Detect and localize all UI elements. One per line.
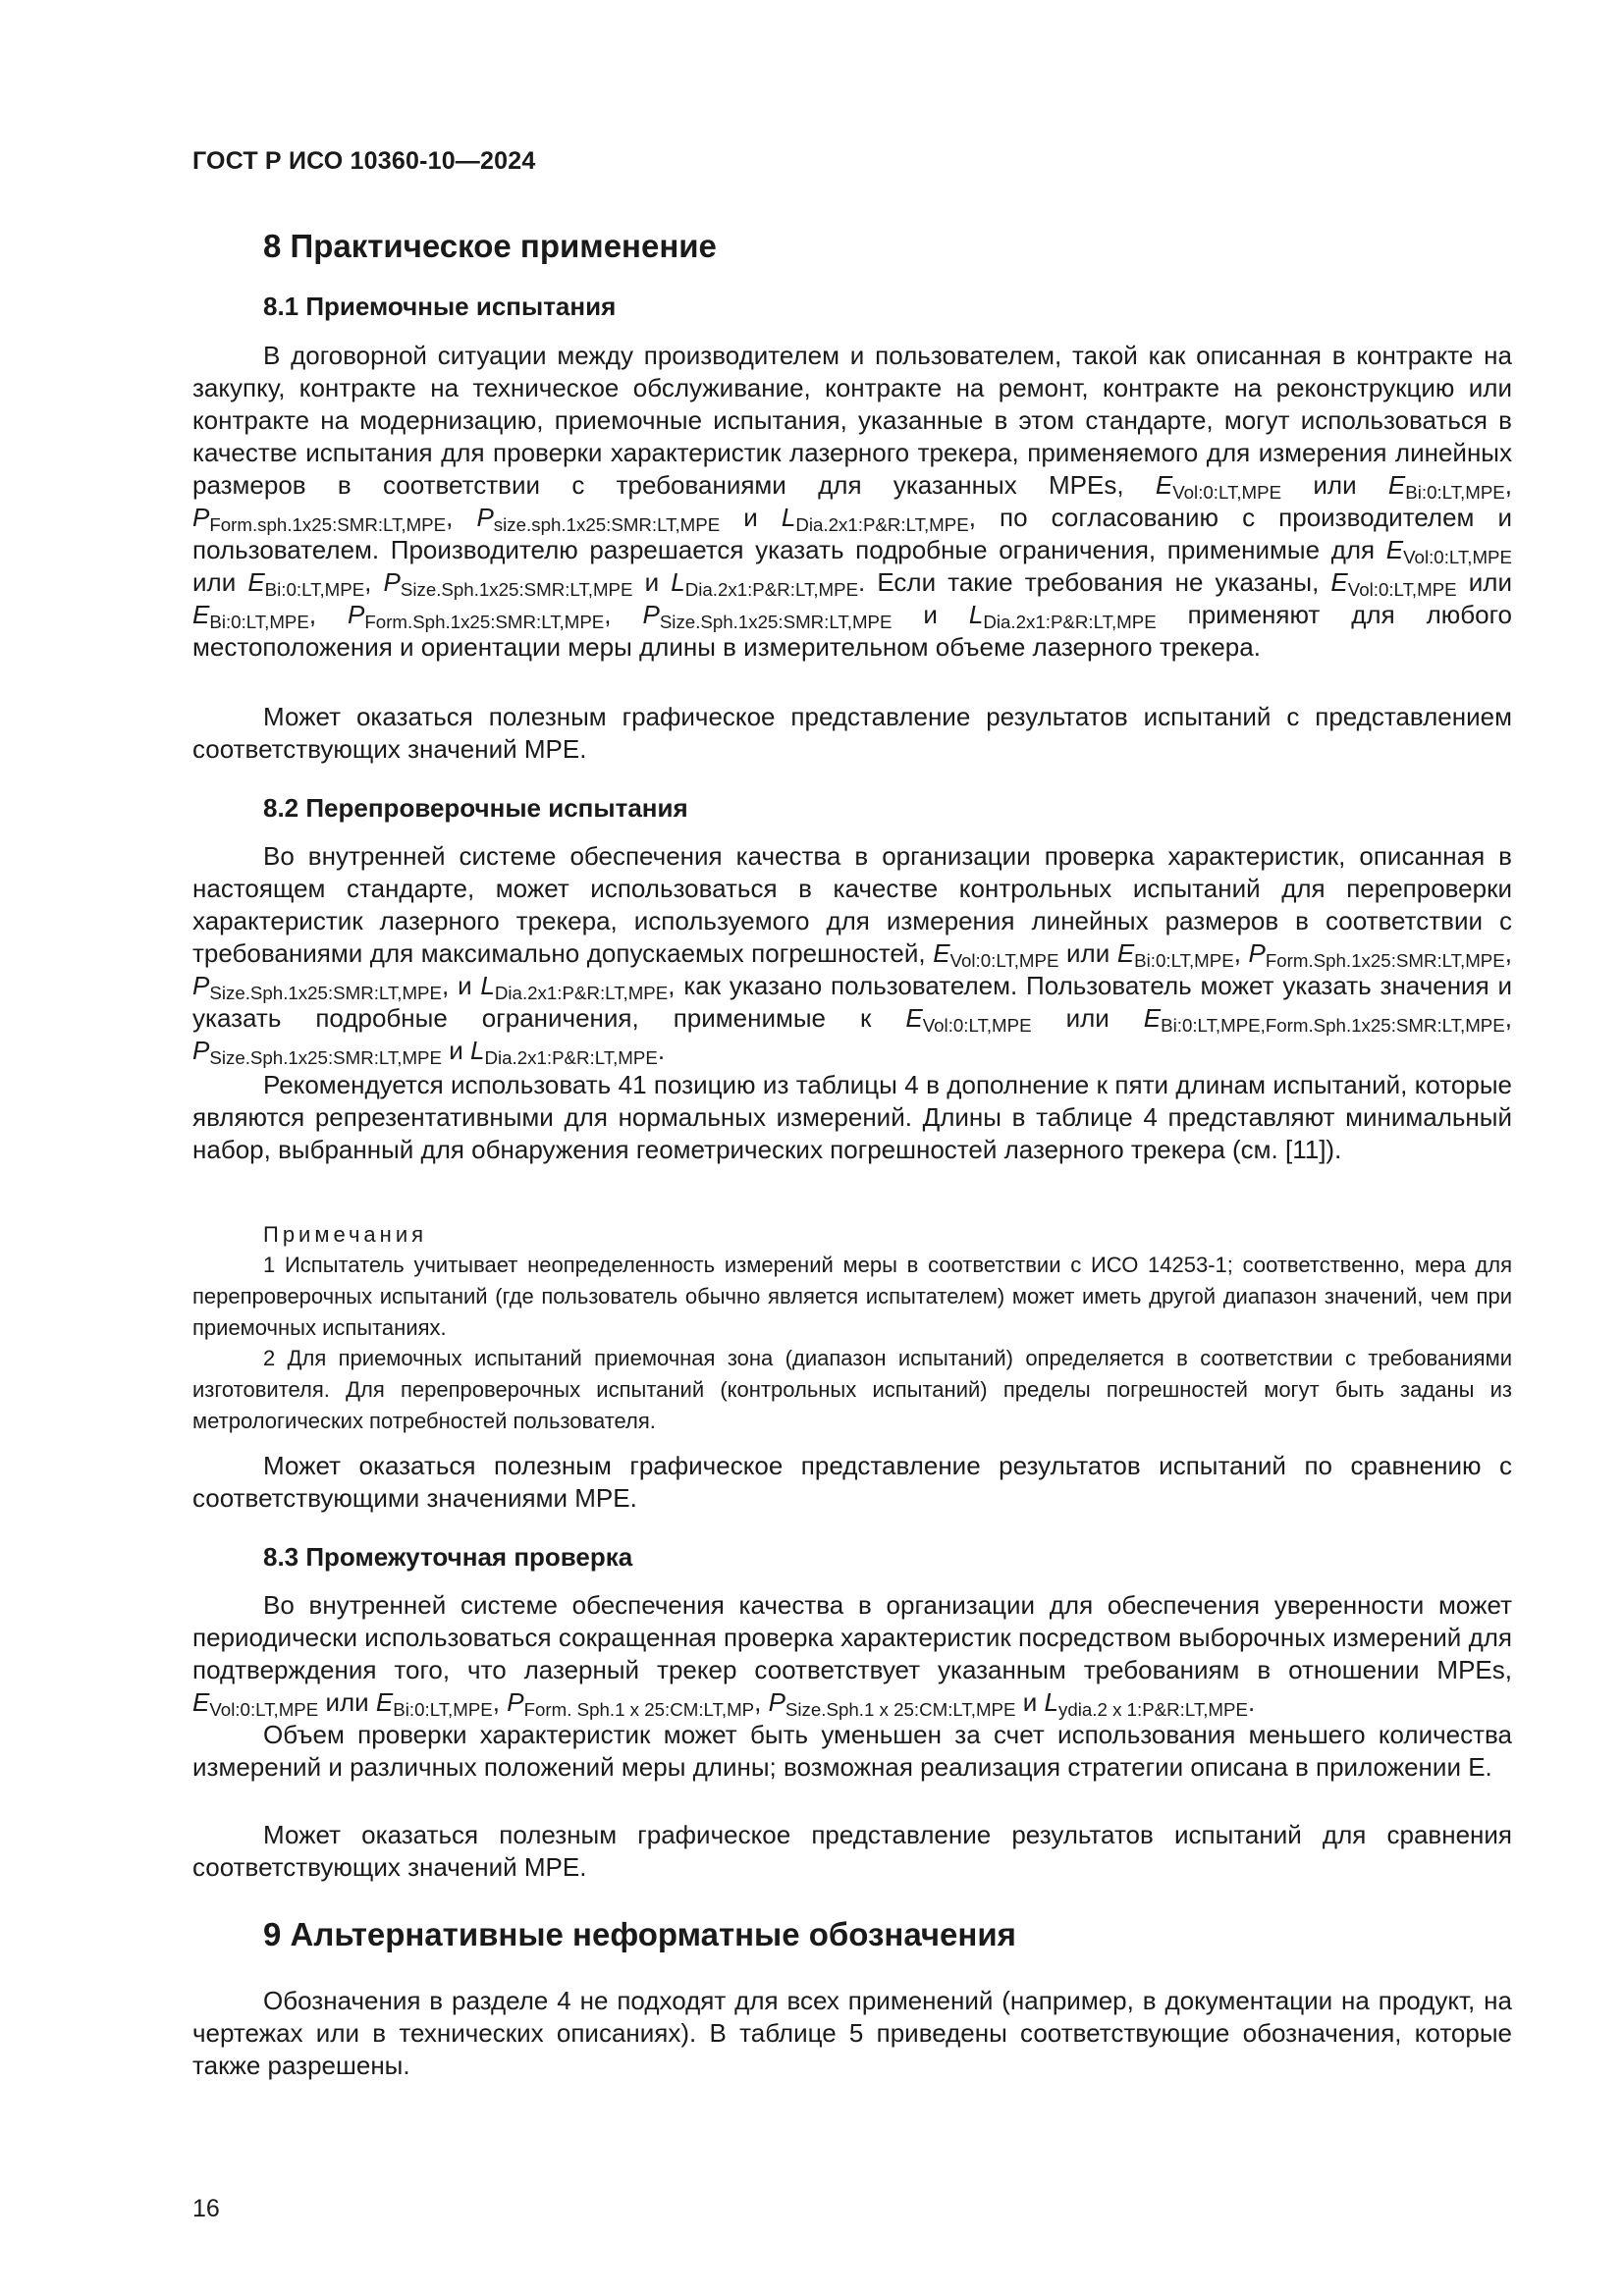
subsection-8-1-title: 8.1 Приемочные испытания [263,292,617,321]
running-header: ГОСТ Р ИСО 10360-10—2024 [192,147,536,175]
note-1: 1 Испытатель учитывает неопределенность измерений меры в соответствии с ИСО 14253-1; соответственно, мера для перепроверочных испытаний (где пользователь обычно является испытателем) может иметь другой диапазон значений, чем при приемочных испытаниях. [192,1253,1512,1340]
page-number: 16 [192,2195,220,2222]
paragraph-8-2-3: Может оказаться полезным графическое представление результатов испытаний по сравнению с соответствующими значениями MPE. [192,1451,1512,1513]
paragraph-8-1-2: Может оказаться полезным графическое представление результатов испытаний с представлением соответствующих значений MPE. [192,702,1512,764]
paragraph-8-2-2: Рекомендуется использовать 41 позицию из таблицы 4 в дополнение к пяти длинам испытаний, которые являются репрезентативными для нормальных измерений. Длины в таблице 4 представляют минимальный набор, выбранный для обнаружения геометрических погрешностей лазерного трекера (см. [11]). [192,1070,1512,1164]
subsection-8-2-title: 8.2 Перепроверочные испытания [263,793,688,823]
paragraph-8-3-3: Может оказаться полезным графическое представление результатов испытаний для сравнения соответствующих значений MPE. [192,1820,1512,1882]
paragraph-8-1-1: В договорной ситуации между производителем и пользователем, такой как описанная в контракте на закупку, контракте на техническое обслуживание, контракте на ремонт, контракте на реконструкцию или контракте на модернизацию, приемочные испытания, указанные в этом стандарте, могут использоваться в качестве испытания для проверки характеристик лазерного трекера, применяемого для измерения линейных размеров в соответствии с требованиями для указанных MPEs, $E_{Vol:0:LT,MPE}$ или $E_{Bi:0:LT,MPE}$, $P_{Form.sph.1x25:SMR:LT,MPE}$, $P_{size.sph.1x25:SMR:LT,MPE}$ и $L_{Dia.2x1:P\&R:LT,MPE}$, по согласованию с производителем и пользователем. Производителю разрешается указать подробные ограничения, применимые для $E_{Vol:0:LT,MPE}$ или $E_{Bi:0:LT,MPE}$, $P_{Size.Sph.1x25:SMR:LT,MPE}$ и $L_{Dia.2x1:P\&R:LT,MPE}$. Если такие требования не указаны, $E_{Vol:0:LT,MPE}$ или $E_{Bi:0:LT,MPE}$, $P_{Form.Sph.1x25:SMR:LT,MPE}$, $P_{Size.Sph.1x25:SMR:LT,MPE}$ и $L_{Dia.2x1:P\&R:LT,MPE}$ применяют для любого местоположения и ориентации меры длины в измерительном объеме лазерного трекера. [192,341,1513,662]
paragraph-8-3-2: Объем проверки характеристик может быть уменьшен за счет использования меньшего количества измерений и различных положений меры длины; возможная реализация стратегии описана в приложении Е. [192,1720,1512,1782]
paragraph-8-3-1: Во внутренней системе обеспечения качества в организации для обеспечения уверенности может периодически использоваться сокращенная проверка характеристик посредством выборочных измерений для подтверждения того, что лазерный трекер соответствует указанным требованиям в отношении MPEs, $E_{Vol:0:LT,MPE}$ или $E_{Bi:0:LT,MPE}$, $P_{Form. Sph.1 x 25:CM:LT,MP}$, $P_{Size.Sph.1 x 25:CM:LT,MPE}$ и $L_{ydia.2 x 1:P\&R:LT,MPE}$. [192,1590,1512,1721]
note-2: 2 Для приемочных испытаний приемочная зона (диапазон испытаний) определяется в соответствии с требованиями изготовителя. Для перепроверочных испытаний (контрольных испытаний) пределы погрешностей могут быть заданы из метрологических потребностей пользователя. [192,1346,1512,1433]
paragraph-9-1: Обозначения в разделе 4 не подходят для всех применений (например, в документации на продукт, на чертежах или в технических описаниях). В таблице 5 приведены соответствующие обозначения, которые также разрешены. [192,1986,1512,2080]
section-8-title: 8 Практическое применение [263,228,717,264]
subsection-8-3-title: 8.3 Промежуточная проверка [263,1542,633,1572]
paragraph-8-2-1: Во внутренней системе обеспечения качества в организации проверка характеристик, описанная в настоящем стандарте, может использоваться в качестве контрольных испытаний для перепроверки характеристик лазерного трекера, используемого для измерения линейных размеров в соответствии с требованиями для максимально допускаемых погрешностей, $E_{Vol:0:LT,MPE}$ или $E_{Bi:0:LT,MPE}$, $P_{Form.Sph.1x25:SMR:LT,MPE}$, $P_{Size.Sph.1x25:SMR:LT,MPE}$, и $L_{Dia.2x1:P\&R:LT,MPE}$, как указано пользователем. Пользователь может указать значения и указать подробные ограничения, применимые к $E_{Vol:0:LT,MPE}$ или $E_{Bi:0:LT,MPE,Form.Sph.1x25:SMR:LT,MPE}$, $P_{Size.Sph.1x25:SMR:LT,MPE}$ и $L_{Dia.2x1:P\&R:LT,MPE}$. [192,841,1513,1069]
notes-heading: Примечания [263,1222,428,1247]
section-9-title: 9 Альтернативные неформатные обозначения [263,1916,1016,1952]
